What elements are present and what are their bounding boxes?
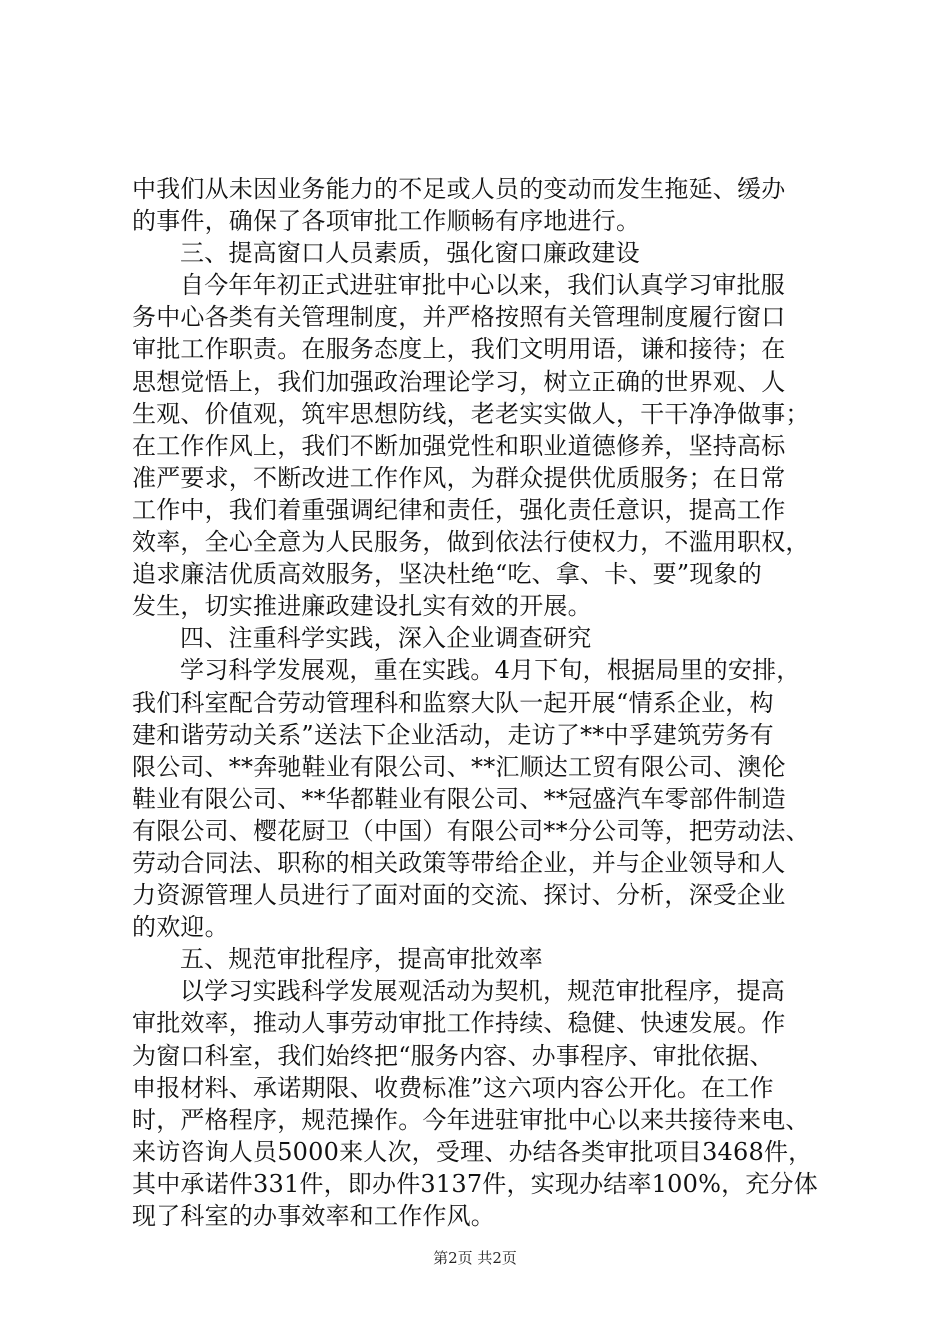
text-line: 有限公司、樱花厨卫（中国）有限公司**分公司等，把劳动法、 (132, 816, 810, 845)
section-heading: 四、注重科学实践，深入企业调查研究 (180, 624, 592, 653)
text-line: 发生，切实推进廉政建设扎实有效的开展。 (132, 592, 592, 621)
text-line: 限公司、**奔驰鞋业有限公司、**汇顺达工贸有限公司、澳伦 (132, 752, 786, 781)
text-line: 的事件，确保了各项审批工作顺畅有序地进行。 (132, 207, 641, 236)
page-number-label: 第2页 共2页 (433, 1249, 517, 1267)
document-body (132, 173, 832, 1232)
text-line: 中我们从未因业务能力的不足或人员的变动而发生拖延、缓办 (132, 175, 786, 203)
text-line: 自今年年初正式进驻审批中心以来，我们认真学习审批服 (180, 271, 785, 300)
text-line: 追求廉洁优质高效服务，坚决杜绝“吃、拿、卡、要”现象的 (132, 560, 762, 589)
text-line: 学习科学发展观，重在实践。4月下旬，根据局里的安排， (180, 656, 801, 685)
text-line: 效率，全心全意为人民服务，做到依法行使权力，不滥用职权， (132, 528, 810, 557)
text-line: 鞋业有限公司、**华都鞋业有限公司、**冠盛汽车零部件制造 (132, 784, 786, 813)
text-line: 劳动合同法、职称的相关政策等带给企业，并与企业领导和人 (132, 848, 786, 877)
text-line: 生观、价值观，筑牢思想防线，老老实实做人，干干净净做事； (132, 399, 810, 428)
text-line: 思想觉悟上，我们加强政治理论学习，树立正确的世界观、人 (132, 367, 786, 396)
text-line: 现了科室的办事效率和工作作风。 (132, 1202, 495, 1230)
page-footer (0, 1248, 950, 1268)
text-line: 力资源管理人员进行了面对面的交流、探讨、分析，深受企业 (132, 881, 786, 910)
text-line: 的欢迎。 (132, 913, 229, 942)
text-line: 建和谐劳动关系”送法下企业活动，走访了**中孚建筑劳务有 (132, 720, 774, 749)
text-line: 在工作作风上，我们不断加强党性和职业道德修养，坚持高标 (132, 431, 786, 460)
text-line: 为窗口科室，我们始终把“服务内容、办事程序、审批依据、 (132, 1041, 774, 1070)
text-line: 以学习实践科学发展观活动为契机，规范审批程序，提高 (180, 977, 785, 1006)
text-line: 务中心各类有关管理制度，并严格按照有关管理制度履行窗口 (132, 303, 786, 332)
text-line: 审批效率，推动人事劳动审批工作持续、稳健、快速发展。作 (132, 1009, 786, 1038)
text-line: 来访咨询人员5000来人次，受理、办结各类审批项目3468件， (132, 1137, 813, 1166)
text-line: 申报材料、承诺期限、收费标准”这六项内容公开化。在工作 (132, 1073, 774, 1102)
text-line: 时，严格程序，规范操作。今年进驻审批中心以来共接待来电、 (132, 1105, 810, 1134)
section-heading: 五、规范审批程序，提高审批效率 (180, 945, 543, 974)
text-line: 工作中，我们着重强调纪律和责任，强化责任意识，提高工作 (132, 495, 786, 524)
text-line: 其中承诺件331件，即办件3137件，实现办结率100%，充分体 (132, 1169, 818, 1198)
text-line: 审批工作职责。在服务态度上，我们文明用语，谦和接待；在 (132, 335, 786, 364)
text-line: 准严要求，不断改进工作作风，为群众提供优质服务；在日常 (132, 463, 786, 492)
section-heading: 三、提高窗口人员素质，强化窗口廉政建设 (180, 239, 640, 268)
text-line: 我们科室配合劳动管理科和监察大队一起开展“情系企业，构 (132, 688, 774, 717)
